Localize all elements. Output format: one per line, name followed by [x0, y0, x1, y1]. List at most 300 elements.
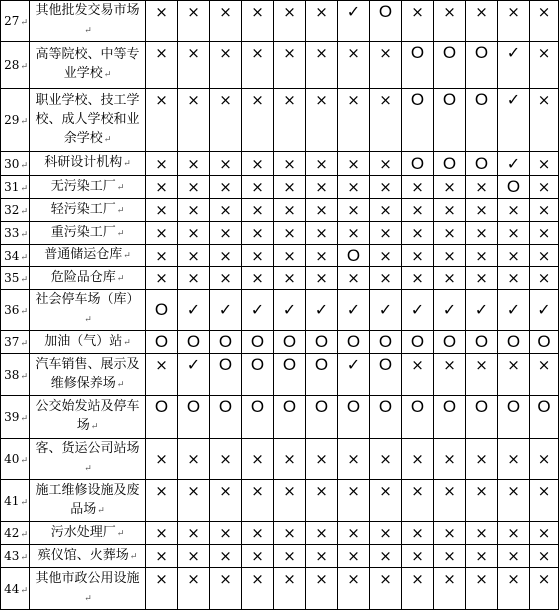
paragraph-return-icon: ↵: [20, 371, 28, 382]
compatibility-cell: [178, 522, 210, 545]
paragraph-return-icon: ↵: [20, 339, 28, 349]
compatibility-cell: [210, 152, 242, 176]
cross-mark-icon: ×: [507, 3, 520, 21]
facility-name-cell: [30, 396, 146, 439]
compatibility-cell: [274, 222, 306, 245]
circle-mark-icon: O: [506, 397, 521, 416]
compatibility-cell: [530, 439, 559, 480]
cross-mark-icon: ×: [155, 3, 168, 21]
compatibility-cell: [434, 480, 466, 522]
compatibility-cell: [530, 42, 559, 89]
compatibility-cell: [146, 545, 178, 568]
cross-mark-icon: ×: [283, 178, 296, 196]
cross-mark-icon: ×: [347, 482, 360, 500]
compatibility-cell: [242, 199, 274, 222]
compatibility-cell: [498, 42, 530, 89]
circle-mark-icon: O: [410, 90, 425, 109]
facility-name: 危险品仓库: [50, 269, 116, 285]
compatibility-cell: [434, 1, 466, 42]
circle-mark-icon: O: [250, 397, 265, 416]
facility-name: 普通储运仓库: [44, 247, 123, 262]
check-mark-icon: ✓: [346, 300, 361, 319]
cross-mark-icon: ×: [315, 154, 328, 173]
cross-mark-icon: ×: [315, 450, 328, 468]
compatibility-cell: [370, 290, 402, 331]
cross-mark-icon: ×: [475, 482, 488, 500]
circle-mark-icon: O: [506, 332, 521, 351]
cross-mark-icon: ×: [155, 269, 168, 287]
check-mark-icon: ✓: [250, 300, 265, 319]
cross-mark-icon: ×: [155, 482, 168, 500]
cross-mark-icon: ×: [251, 178, 264, 196]
compatibility-cell: [338, 245, 370, 267]
facility-name-cell: [30, 152, 146, 176]
circle-mark-icon: O: [410, 332, 425, 351]
compatibility-cell: [402, 439, 434, 480]
cross-mark-icon: ×: [155, 524, 168, 542]
cross-mark-icon: ×: [155, 201, 168, 219]
compatibility-cell: [178, 439, 210, 480]
cross-mark-icon: ×: [187, 570, 200, 588]
compatibility-cell: [466, 222, 498, 245]
facility-name: 科研设计机构: [44, 155, 123, 170]
table-row: [1, 152, 559, 176]
cross-mark-icon: ×: [537, 154, 551, 173]
compatibility-cell: [210, 354, 242, 396]
circle-mark-icon: O: [378, 397, 393, 416]
cross-mark-icon: ×: [443, 547, 456, 565]
compatibility-cell: [434, 199, 466, 222]
circle-mark-icon: O: [378, 2, 393, 21]
compatibility-cell: [466, 89, 498, 152]
cross-mark-icon: ×: [475, 178, 488, 196]
circle-mark-icon: O: [474, 90, 489, 109]
compatibility-cell: [434, 545, 466, 568]
compatibility-cell: [402, 522, 434, 545]
compatibility-cell: [434, 396, 466, 439]
compatibility-cell: [306, 1, 338, 42]
circle-mark-icon: O: [442, 90, 457, 109]
cross-mark-icon: ×: [507, 450, 520, 468]
circle-mark-icon: O: [282, 332, 297, 351]
row-number-cell: [1, 522, 30, 545]
cross-mark-icon: ×: [475, 570, 488, 588]
cross-mark-icon: ×: [315, 224, 328, 242]
cross-mark-icon: ×: [507, 269, 520, 287]
cross-mark-icon: ×: [443, 570, 456, 588]
paragraph-return-icon: ↵: [103, 70, 112, 80]
cross-mark-icon: ×: [347, 524, 360, 542]
cross-mark-icon: ×: [379, 154, 392, 173]
compatibility-cell: [402, 245, 434, 267]
circle-mark-icon: O: [378, 332, 393, 351]
paragraph-return-icon: ↵: [84, 26, 92, 36]
compatibility-cell: [370, 439, 402, 480]
compatibility-cell: [178, 176, 210, 199]
compatibility-cell: [306, 439, 338, 480]
compatibility-cell: [306, 152, 338, 176]
compatibility-cell: [370, 152, 402, 176]
compatibility-cell: [146, 480, 178, 522]
compatibility-cell: [370, 522, 402, 545]
cross-mark-icon: ×: [155, 450, 168, 468]
cross-mark-icon: ×: [347, 154, 360, 173]
cross-mark-icon: ×: [411, 547, 424, 565]
cross-mark-icon: ×: [379, 482, 392, 500]
row-number: 41: [4, 493, 20, 508]
compatibility-cell: [466, 1, 498, 42]
table-row: [1, 1, 559, 42]
compatibility-cell: [498, 267, 530, 290]
circle-mark-icon: O: [474, 43, 489, 62]
compatibility-cell: [530, 331, 559, 354]
cross-mark-icon: ×: [443, 246, 456, 265]
compatibility-cell: [498, 176, 530, 199]
compatibility-cell: [402, 176, 434, 199]
cross-mark-icon: ×: [537, 44, 551, 62]
compatibility-cell: [306, 176, 338, 199]
compatibility-cell: [370, 354, 402, 396]
cross-mark-icon: ×: [315, 570, 328, 588]
circle-mark-icon: O: [154, 300, 169, 319]
paragraph-return-icon: ↵: [20, 230, 28, 240]
compatibility-cell: [466, 568, 498, 610]
row-number-cell: [1, 176, 30, 199]
cross-mark-icon: ×: [155, 154, 168, 173]
facility-name-cell: [30, 1, 146, 42]
cross-mark-icon: ×: [537, 356, 551, 374]
circle-mark-icon: O: [442, 153, 457, 173]
facility-name-cell: [30, 568, 146, 610]
compatibility-cell: [338, 290, 370, 331]
compatibility-cell: [210, 176, 242, 199]
facility-name: 公交始发站及停车场: [35, 399, 140, 433]
paragraph-return-icon: ↵: [20, 252, 28, 263]
compatibility-cell: [242, 396, 274, 439]
table-row: [1, 267, 559, 290]
cross-mark-icon: ×: [475, 269, 488, 287]
facility-name: 客、货运公司站场: [35, 441, 140, 456]
check-mark-icon: ✓: [186, 300, 201, 319]
compatibility-cell: [178, 545, 210, 568]
compatibility-cell: [242, 267, 274, 290]
circle-mark-icon: O: [410, 43, 425, 62]
paragraph-return-icon: ↵: [20, 414, 28, 424]
compatibility-cell: [210, 331, 242, 354]
compatibility-cell: [338, 222, 370, 245]
compatibility-cell: [466, 480, 498, 522]
cross-mark-icon: ×: [315, 524, 328, 542]
cross-mark-icon: ×: [475, 246, 488, 265]
cross-mark-icon: ×: [347, 91, 360, 109]
facility-name: 重污染工厂: [50, 224, 116, 240]
compatibility-cell: [370, 89, 402, 152]
cross-mark-icon: ×: [315, 44, 328, 62]
cross-mark-icon: ×: [411, 450, 424, 468]
table-row: [1, 176, 559, 199]
cross-mark-icon: ×: [251, 201, 264, 219]
compatibility-cell: [530, 545, 559, 568]
compatibility-cell: [146, 568, 178, 610]
cross-mark-icon: ×: [443, 224, 456, 242]
compatibility-cell: [306, 245, 338, 267]
compatibility-cell: [530, 396, 559, 439]
check-mark-icon: ✓: [506, 300, 521, 319]
paragraph-return-icon: ↵: [116, 273, 125, 284]
compatibility-cell: [210, 89, 242, 152]
compatibility-cell: [434, 522, 466, 545]
compatibility-cell: [146, 354, 178, 396]
compatibility-cell: [306, 42, 338, 89]
cross-mark-icon: ×: [537, 482, 551, 500]
compatibility-cell: [466, 152, 498, 176]
compatibility-cell: [402, 199, 434, 222]
compatibility-cell: [434, 176, 466, 199]
compatibility-cell: [338, 480, 370, 522]
compatibility-cell: [242, 152, 274, 176]
compatibility-cell: [530, 522, 559, 545]
table-row: [1, 222, 559, 245]
cross-mark-icon: ×: [155, 356, 168, 374]
cross-mark-icon: ×: [347, 224, 360, 242]
cross-mark-icon: ×: [315, 246, 328, 265]
compatibility-cell: [306, 331, 338, 354]
facility-name-cell: [30, 89, 146, 152]
circle-mark-icon: O: [442, 397, 457, 416]
compatibility-cell: [274, 396, 306, 439]
cross-mark-icon: ×: [187, 547, 200, 565]
check-mark-icon: ✓: [282, 300, 297, 319]
compatibility-cell: [274, 331, 306, 354]
paragraph-return-icon: ↵: [20, 207, 28, 217]
cross-mark-icon: ×: [443, 482, 456, 500]
compatibility-cell: [178, 199, 210, 222]
cross-mark-icon: ×: [187, 246, 200, 265]
compatibility-cell: [274, 522, 306, 545]
compatibility-cell: [530, 222, 559, 245]
compatibility-cell: [530, 176, 559, 199]
cross-mark-icon: ×: [379, 246, 392, 265]
cross-mark-icon: ×: [251, 246, 264, 265]
cross-mark-icon: ×: [507, 356, 520, 374]
cross-mark-icon: ×: [283, 524, 296, 542]
row-number-cell: [1, 331, 30, 354]
compatibility-cell: [210, 545, 242, 568]
compatibility-cell: [242, 176, 274, 199]
compatibility-cell: [498, 199, 530, 222]
cross-mark-icon: ×: [219, 201, 232, 219]
row-number-cell: [1, 222, 30, 245]
compatibility-cell: [370, 396, 402, 439]
paragraph-return-icon: ↵: [20, 497, 28, 508]
compatibility-cell: [306, 354, 338, 396]
cross-mark-icon: ×: [411, 356, 424, 374]
compatibility-cell: [274, 89, 306, 152]
cross-mark-icon: ×: [283, 3, 296, 21]
circle-mark-icon: O: [218, 355, 233, 374]
compatibility-cell: [370, 267, 402, 290]
cross-mark-icon: ×: [315, 269, 328, 287]
check-mark-icon: ✓: [346, 355, 361, 374]
row-number: 43: [4, 549, 20, 563]
compatibility-cell: [370, 176, 402, 199]
compatibility-cell: [466, 176, 498, 199]
cross-mark-icon: ×: [379, 450, 392, 468]
compatibility-cell: [402, 568, 434, 610]
circle-mark-icon: O: [250, 332, 265, 351]
cross-mark-icon: ×: [475, 201, 488, 219]
facility-name: 其他市政公用设施: [35, 570, 140, 586]
cross-mark-icon: ×: [379, 91, 392, 109]
cross-mark-icon: ×: [507, 524, 520, 542]
paragraph-return-icon: ↵: [20, 553, 28, 563]
compatibility-cell: [146, 199, 178, 222]
compatibility-cell: [370, 545, 402, 568]
cross-mark-icon: ×: [219, 482, 232, 500]
cross-mark-icon: ×: [219, 3, 232, 21]
cross-mark-icon: ×: [187, 154, 200, 173]
row-number-cell: [1, 480, 30, 522]
paragraph-return-icon: ↵: [84, 464, 92, 474]
compatibility-cell: [274, 176, 306, 199]
circle-mark-icon: O: [442, 43, 457, 62]
circle-mark-icon: O: [314, 355, 329, 374]
compatibility-cell: [146, 176, 178, 199]
compatibility-cell: [306, 290, 338, 331]
circle-mark-icon: O: [410, 397, 425, 416]
cross-mark-icon: ×: [283, 91, 296, 109]
compatibility-cell: [210, 568, 242, 610]
circle-mark-icon: O: [314, 397, 329, 416]
cross-mark-icon: ×: [283, 224, 296, 242]
circle-mark-icon: O: [282, 355, 297, 374]
compatibility-cell: [242, 545, 274, 568]
facility-name-cell: [30, 245, 146, 267]
compatibility-cell: [242, 439, 274, 480]
compatibility-cell: [466, 42, 498, 89]
compatibility-cell: [178, 331, 210, 354]
compatibility-cell: [338, 267, 370, 290]
check-mark-icon: ✓: [410, 300, 425, 319]
compatibility-cell: [402, 480, 434, 522]
compatibility-cell: [530, 267, 559, 290]
circle-mark-icon: O: [537, 397, 551, 416]
compatibility-cell: [146, 152, 178, 176]
cross-mark-icon: ×: [443, 269, 456, 287]
row-number: 32: [4, 203, 20, 217]
facility-name: 无污染工厂: [50, 178, 116, 194]
compatibility-cell: [274, 1, 306, 42]
compatibility-cell: [466, 290, 498, 331]
row-number: 40: [4, 452, 20, 466]
compatibility-cell: [530, 354, 559, 396]
compatibility-cell: [338, 545, 370, 568]
cross-mark-icon: ×: [187, 201, 200, 219]
circle-mark-icon: O: [537, 332, 551, 351]
compatibility-cell: [146, 89, 178, 152]
check-mark-icon: ✓: [506, 153, 521, 173]
circle-mark-icon: O: [474, 153, 489, 173]
compatibility-cell: [370, 568, 402, 610]
compatibility-cell: [146, 396, 178, 439]
compatibility-cell: [242, 480, 274, 522]
cross-mark-icon: ×: [475, 3, 488, 21]
cross-mark-icon: ×: [475, 224, 488, 242]
row-number-cell: [1, 568, 30, 610]
cross-mark-icon: ×: [283, 570, 296, 588]
circle-mark-icon: O: [282, 397, 297, 416]
paragraph-return-icon: ↵: [20, 18, 28, 28]
cross-mark-icon: ×: [347, 44, 360, 62]
cross-mark-icon: ×: [251, 3, 264, 21]
cross-mark-icon: ×: [379, 570, 392, 588]
compatibility-cell: [402, 267, 434, 290]
facility-name-cell: [30, 267, 146, 290]
compatibility-cell: [338, 522, 370, 545]
cross-mark-icon: ×: [315, 547, 328, 565]
compatibility-cell: [434, 222, 466, 245]
row-number-cell: [1, 42, 30, 89]
compatibility-cell: [178, 1, 210, 42]
compatibility-cell: [370, 331, 402, 354]
compatibility-cell: [146, 267, 178, 290]
paragraph-return-icon: ↵: [20, 62, 28, 72]
paragraph-return-icon: ↵: [20, 456, 28, 466]
compatibility-cell: [402, 42, 434, 89]
row-number-cell: [1, 267, 30, 290]
table-body: [1, 1, 559, 610]
cross-mark-icon: ×: [283, 246, 296, 265]
compatibility-cell: [178, 354, 210, 396]
row-number: 39: [4, 410, 20, 424]
compatibility-cell: [210, 245, 242, 267]
compatibility-cell: [338, 199, 370, 222]
cross-mark-icon: ×: [443, 201, 456, 219]
circle-mark-icon: O: [346, 397, 361, 416]
row-number: 28: [4, 58, 20, 72]
compatibility-cell: [274, 354, 306, 396]
row-number-cell: [1, 199, 30, 222]
compatibility-cell: [210, 439, 242, 480]
cross-mark-icon: ×: [347, 269, 360, 287]
compatibility-cell: [402, 354, 434, 396]
compatibility-cell: [466, 522, 498, 545]
compatibility-cell: [402, 290, 434, 331]
compatibility-cell: [498, 222, 530, 245]
cross-mark-icon: ×: [411, 269, 424, 287]
compatibility-cell: [146, 290, 178, 331]
row-number-cell: [1, 245, 30, 267]
compatibility-cell: [498, 1, 530, 42]
cross-mark-icon: ×: [411, 482, 424, 500]
compatibility-cell: [274, 545, 306, 568]
row-number: 44: [4, 581, 20, 596]
cross-mark-icon: ×: [475, 547, 488, 565]
cross-mark-icon: ×: [187, 524, 200, 542]
compatibility-cell: [338, 331, 370, 354]
compatibility-cell: [466, 545, 498, 568]
compatibility-cell: [402, 396, 434, 439]
paragraph-return-icon: ↵: [123, 337, 131, 348]
compatibility-cell: [242, 222, 274, 245]
check-mark-icon: ✓: [442, 300, 457, 319]
facility-name-cell: [30, 290, 146, 331]
compatibility-cell: [434, 89, 466, 152]
compatibility-cell: [338, 42, 370, 89]
circle-mark-icon: O: [218, 397, 233, 416]
check-mark-icon: ✓: [314, 300, 329, 319]
cross-mark-icon: ×: [347, 201, 360, 219]
